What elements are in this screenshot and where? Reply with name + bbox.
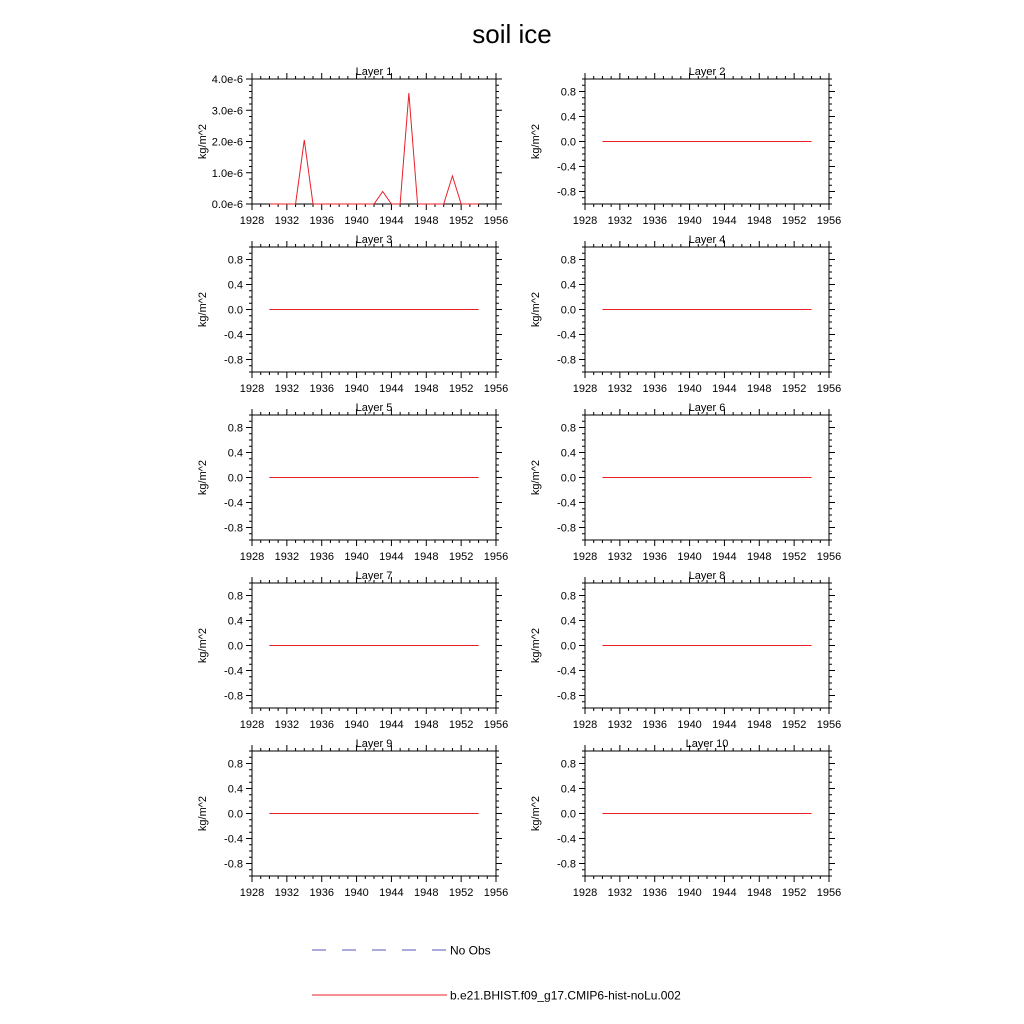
y-tick-label: -0.8	[224, 354, 243, 367]
x-tick-label: 1932	[274, 383, 300, 395]
x-tick-label: 1940	[344, 383, 369, 395]
y-tick-label: -0.8	[557, 522, 576, 535]
y-tick-label: 1.0e-6	[211, 167, 243, 180]
x-tick-label: 1952	[448, 383, 474, 395]
panel-title: Layer 3	[355, 234, 393, 246]
y-tick-label: -0.8	[557, 354, 576, 367]
y-tick-label: 0.4	[560, 783, 576, 796]
panel-layer-9	[197, 738, 508, 899]
x-tick-label: 1940	[677, 719, 702, 731]
y-tick-label: 0.4	[227, 447, 243, 460]
y-tick-label: 0.0	[227, 304, 243, 317]
y-tick-label: 2.0e-6	[211, 136, 243, 149]
y-tick-label: 0.8	[560, 254, 576, 267]
y-tick-label: 0.4	[560, 279, 576, 292]
y-tick-label: 0.0	[560, 640, 576, 653]
panel-title: Layer 10	[685, 738, 729, 750]
plot-frame	[252, 79, 496, 204]
x-tick-label: 1948	[747, 215, 772, 227]
x-tick-label: 1928	[572, 887, 598, 899]
y-tick-label: -0.4	[224, 497, 243, 510]
panel-title: Layer 4	[688, 234, 726, 246]
x-tick-label: 1940	[344, 215, 369, 227]
y-tick-label: 0.8	[560, 86, 576, 99]
x-tick-label: 1940	[677, 887, 702, 899]
x-tick-label: 1956	[483, 551, 509, 563]
y-tick-label: -0.4	[557, 665, 576, 678]
y-tick-label: 0.0e-6	[211, 199, 243, 211]
x-tick-label: 1928	[239, 551, 265, 563]
panel-title: Layer 9	[355, 738, 393, 750]
x-tick-label: 1948	[747, 551, 772, 563]
x-tick-label: 1952	[448, 887, 474, 899]
x-tick-label: 1952	[781, 215, 807, 227]
y-axis-label: kg/m^2	[197, 627, 209, 664]
y-axis-label: kg/m^2	[197, 291, 209, 328]
x-tick-label: 1928	[572, 383, 598, 395]
panel-title: Layer 5	[355, 402, 393, 414]
x-tick-label: 1928	[239, 215, 265, 227]
x-tick-label: 1948	[414, 383, 439, 395]
x-tick-label: 1928	[239, 887, 265, 899]
x-tick-label: 1956	[816, 887, 842, 899]
y-tick-label: -0.4	[224, 833, 243, 846]
x-tick-label: 1956	[483, 383, 509, 395]
x-tick-label: 1944	[379, 383, 404, 395]
x-tick-label: 1952	[781, 719, 807, 731]
y-axis-label: kg/m^2	[197, 459, 209, 496]
x-tick-label: 1944	[379, 887, 404, 899]
panel-layer-7	[197, 570, 508, 731]
y-tick-label: 0.0	[560, 136, 576, 149]
x-tick-label: 1948	[414, 887, 439, 899]
y-tick-label: -0.4	[224, 665, 243, 678]
legend-label-model: b.e21.BHIST.f09_g17.CMIP6-hist-noLu.002	[450, 988, 681, 1003]
x-tick-label: 1948	[414, 719, 439, 731]
x-tick-label: 1940	[344, 551, 369, 563]
y-tick-label: 0.0	[227, 472, 243, 485]
x-tick-label: 1936	[642, 215, 667, 227]
panel-layer-3	[197, 234, 508, 395]
x-tick-label: 1936	[642, 887, 667, 899]
x-tick-label: 1952	[781, 383, 807, 395]
x-tick-label: 1928	[239, 719, 265, 731]
y-tick-label: 0.0	[560, 304, 576, 317]
legend	[312, 944, 681, 1003]
x-tick-label: 1940	[677, 215, 702, 227]
y-tick-label: -0.4	[557, 497, 576, 510]
y-tick-label: 0.8	[227, 254, 243, 267]
x-tick-label: 1936	[642, 383, 667, 395]
y-tick-label: 0.8	[560, 758, 576, 771]
x-tick-label: 1936	[309, 383, 334, 395]
panel-title: Layer 2	[688, 66, 726, 78]
y-tick-label: -0.8	[224, 522, 243, 535]
y-tick-label: 0.0	[227, 640, 243, 653]
x-tick-label: 1944	[379, 551, 404, 563]
x-tick-label: 1936	[309, 887, 334, 899]
x-tick-label: 1944	[379, 719, 404, 731]
x-tick-label: 1928	[572, 719, 598, 731]
x-tick-label: 1948	[414, 551, 439, 563]
x-tick-label: 1928	[239, 383, 265, 395]
x-tick-label: 1952	[448, 551, 474, 563]
y-tick-label: 3.0e-6	[211, 105, 243, 118]
y-tick-label: 0.8	[227, 590, 243, 603]
x-tick-label: 1928	[572, 215, 598, 227]
y-axis-label: kg/m^2	[530, 795, 542, 832]
y-tick-label: -0.8	[557, 690, 576, 703]
x-tick-label: 1944	[712, 551, 737, 563]
y-tick-label: 0.8	[227, 422, 243, 435]
x-tick-label: 1936	[642, 551, 667, 563]
x-tick-label: 1932	[607, 383, 633, 395]
panel-layer-2	[530, 66, 841, 227]
panel-layer-10	[530, 738, 841, 899]
x-tick-label: 1936	[309, 551, 334, 563]
x-tick-label: 1952	[781, 551, 807, 563]
y-tick-label: 0.0	[227, 808, 243, 821]
x-tick-label: 1932	[274, 551, 300, 563]
panel-title: Layer 1	[355, 66, 393, 78]
panel-layer-8	[530, 570, 841, 731]
y-axis-label: kg/m^2	[197, 795, 209, 832]
x-tick-label: 1940	[344, 887, 369, 899]
y-tick-label: -0.8	[557, 186, 576, 199]
panel-layer-4	[530, 234, 841, 395]
x-tick-label: 1952	[781, 887, 807, 899]
panel-title: Layer 7	[355, 570, 393, 582]
x-tick-label: 1956	[816, 215, 842, 227]
x-tick-label: 1948	[747, 383, 772, 395]
x-tick-label: 1940	[344, 719, 369, 731]
y-tick-label: 0.4	[227, 615, 243, 628]
x-tick-label: 1956	[816, 551, 842, 563]
panel-layer-5	[197, 402, 508, 563]
x-tick-label: 1956	[816, 719, 842, 731]
x-tick-label: 1944	[379, 215, 404, 227]
panel-title: Layer 8	[688, 570, 726, 582]
y-tick-label: -0.4	[557, 161, 576, 174]
x-tick-label: 1940	[677, 383, 702, 395]
x-tick-label: 1944	[712, 215, 737, 227]
y-axis-label: kg/m^2	[530, 627, 542, 664]
x-tick-label: 1956	[483, 887, 509, 899]
x-tick-label: 1932	[607, 215, 633, 227]
x-tick-label: 1956	[816, 383, 842, 395]
x-tick-label: 1944	[712, 719, 737, 731]
panel-layer-1	[197, 66, 508, 227]
x-tick-label: 1944	[712, 887, 737, 899]
x-tick-label: 1952	[448, 719, 474, 731]
y-axis-label: kg/m^2	[530, 291, 542, 328]
y-tick-label: 0.8	[560, 422, 576, 435]
y-tick-label: 0.8	[227, 758, 243, 771]
x-tick-label: 1936	[642, 719, 667, 731]
y-tick-label: 0.4	[227, 783, 243, 796]
y-axis-label: kg/m^2	[530, 459, 542, 496]
panel-title: Layer 6	[688, 402, 726, 414]
y-tick-label: -0.8	[557, 858, 576, 871]
y-tick-label: 4.0e-6	[211, 74, 243, 86]
x-tick-label: 1932	[607, 551, 633, 563]
y-tick-label: 0.4	[560, 111, 576, 124]
figure-title: soil ice	[472, 19, 552, 49]
y-tick-label: 0.0	[560, 472, 576, 485]
x-tick-label: 1936	[309, 719, 334, 731]
y-tick-label: 0.0	[560, 808, 576, 821]
y-tick-label: -0.8	[224, 690, 243, 703]
y-tick-label: -0.4	[224, 329, 243, 342]
y-axis-label: kg/m^2	[197, 123, 209, 160]
x-tick-label: 1932	[607, 719, 633, 731]
x-tick-label: 1956	[483, 215, 509, 227]
panel-layer-6	[530, 402, 841, 563]
y-tick-label: 0.4	[560, 615, 576, 628]
y-tick-label: 0.4	[227, 279, 243, 292]
x-tick-label: 1932	[274, 215, 300, 227]
y-tick-label: -0.4	[557, 833, 576, 846]
x-tick-label: 1956	[483, 719, 509, 731]
x-tick-label: 1936	[309, 215, 334, 227]
x-tick-label: 1944	[712, 383, 737, 395]
x-tick-label: 1932	[607, 887, 633, 899]
y-tick-label: -0.4	[557, 329, 576, 342]
x-tick-label: 1932	[274, 719, 300, 731]
y-tick-label: 0.8	[560, 590, 576, 603]
x-tick-label: 1952	[448, 215, 474, 227]
x-tick-label: 1948	[747, 887, 772, 899]
x-tick-label: 1932	[274, 887, 300, 899]
panel-grid	[197, 66, 841, 899]
y-tick-label: -0.8	[224, 858, 243, 871]
x-tick-label: 1948	[747, 719, 772, 731]
series-line-model	[269, 93, 478, 204]
y-tick-label: 0.4	[560, 447, 576, 460]
y-axis-label: kg/m^2	[530, 123, 542, 160]
x-tick-label: 1940	[677, 551, 702, 563]
x-tick-label: 1948	[414, 215, 439, 227]
x-tick-label: 1928	[572, 551, 598, 563]
legend-label-no-obs: No Obs	[450, 943, 491, 958]
